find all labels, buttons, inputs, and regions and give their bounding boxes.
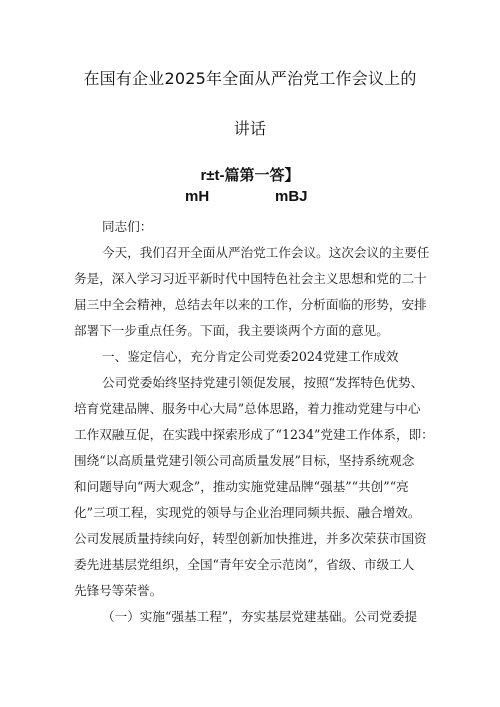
- document-subtitle-right: mBJ: [275, 188, 308, 205]
- body-line: 委先进基层党组织，全国“青年安全示范岗”，省级、市级工人: [74, 557, 415, 572]
- body-line: 和问题导向“两大观念”，推动实施党建品牌“强基”“共创”“亮: [74, 479, 409, 494]
- document-title-line-1: 在国有企业2025年全面从严治党工作会议上的: [83, 69, 417, 88]
- body-line: 今天，我们召开全面从严治党工作会议。这次会议的主要任: [102, 245, 430, 260]
- document-title-line-2: 讲话: [233, 119, 267, 138]
- body-line: 部署下一步重点任务。下面，我主要谈两个方面的意见。: [74, 323, 389, 338]
- document-subtitle-line-1: r±t-篇第一答】: [200, 167, 300, 184]
- body-line: 届三中全会精神，总结去年以来的工作，分析面临的形势，安排: [74, 297, 427, 312]
- body-line: 培育党建品牌、服务中心大局”总体思路，着力推动党建与中心: [74, 401, 421, 416]
- body-line: 工作双融互促，在实践中探索形成了“1234”党建工作体系，即：: [74, 427, 434, 442]
- body-line: 公司发展质量持续向好，转型创新加快推进，并多次荣获市国资: [74, 531, 427, 546]
- body-line: 围绕“以高质量党建引领公司高质量发展”目标，坚持系统观念: [74, 453, 415, 468]
- body-line: 公司党委始终坚持党建引领促发展，按照“发挥特色优势、: [102, 375, 424, 390]
- body-line: 化”三项工程，实现党的领导与企业治理同频共振、融合增效。: [74, 505, 421, 520]
- body-line: 先锋号等荣誉。: [74, 583, 163, 598]
- body-line: 务是，深入学习习近平新时代中国特色社会主义思想和党的二十: [74, 271, 427, 286]
- subsection-heading: （一）实施“强基工程”，夯实基层党建基础。公司党委提: [102, 609, 418, 624]
- document-subtitle-left: mH: [185, 188, 210, 205]
- section-heading: 一、鉴定信心，充分肯定公司党委2024党建工作成效: [102, 349, 399, 364]
- document-body: [74, 214, 436, 630]
- salutation: 同志们：: [102, 219, 153, 234]
